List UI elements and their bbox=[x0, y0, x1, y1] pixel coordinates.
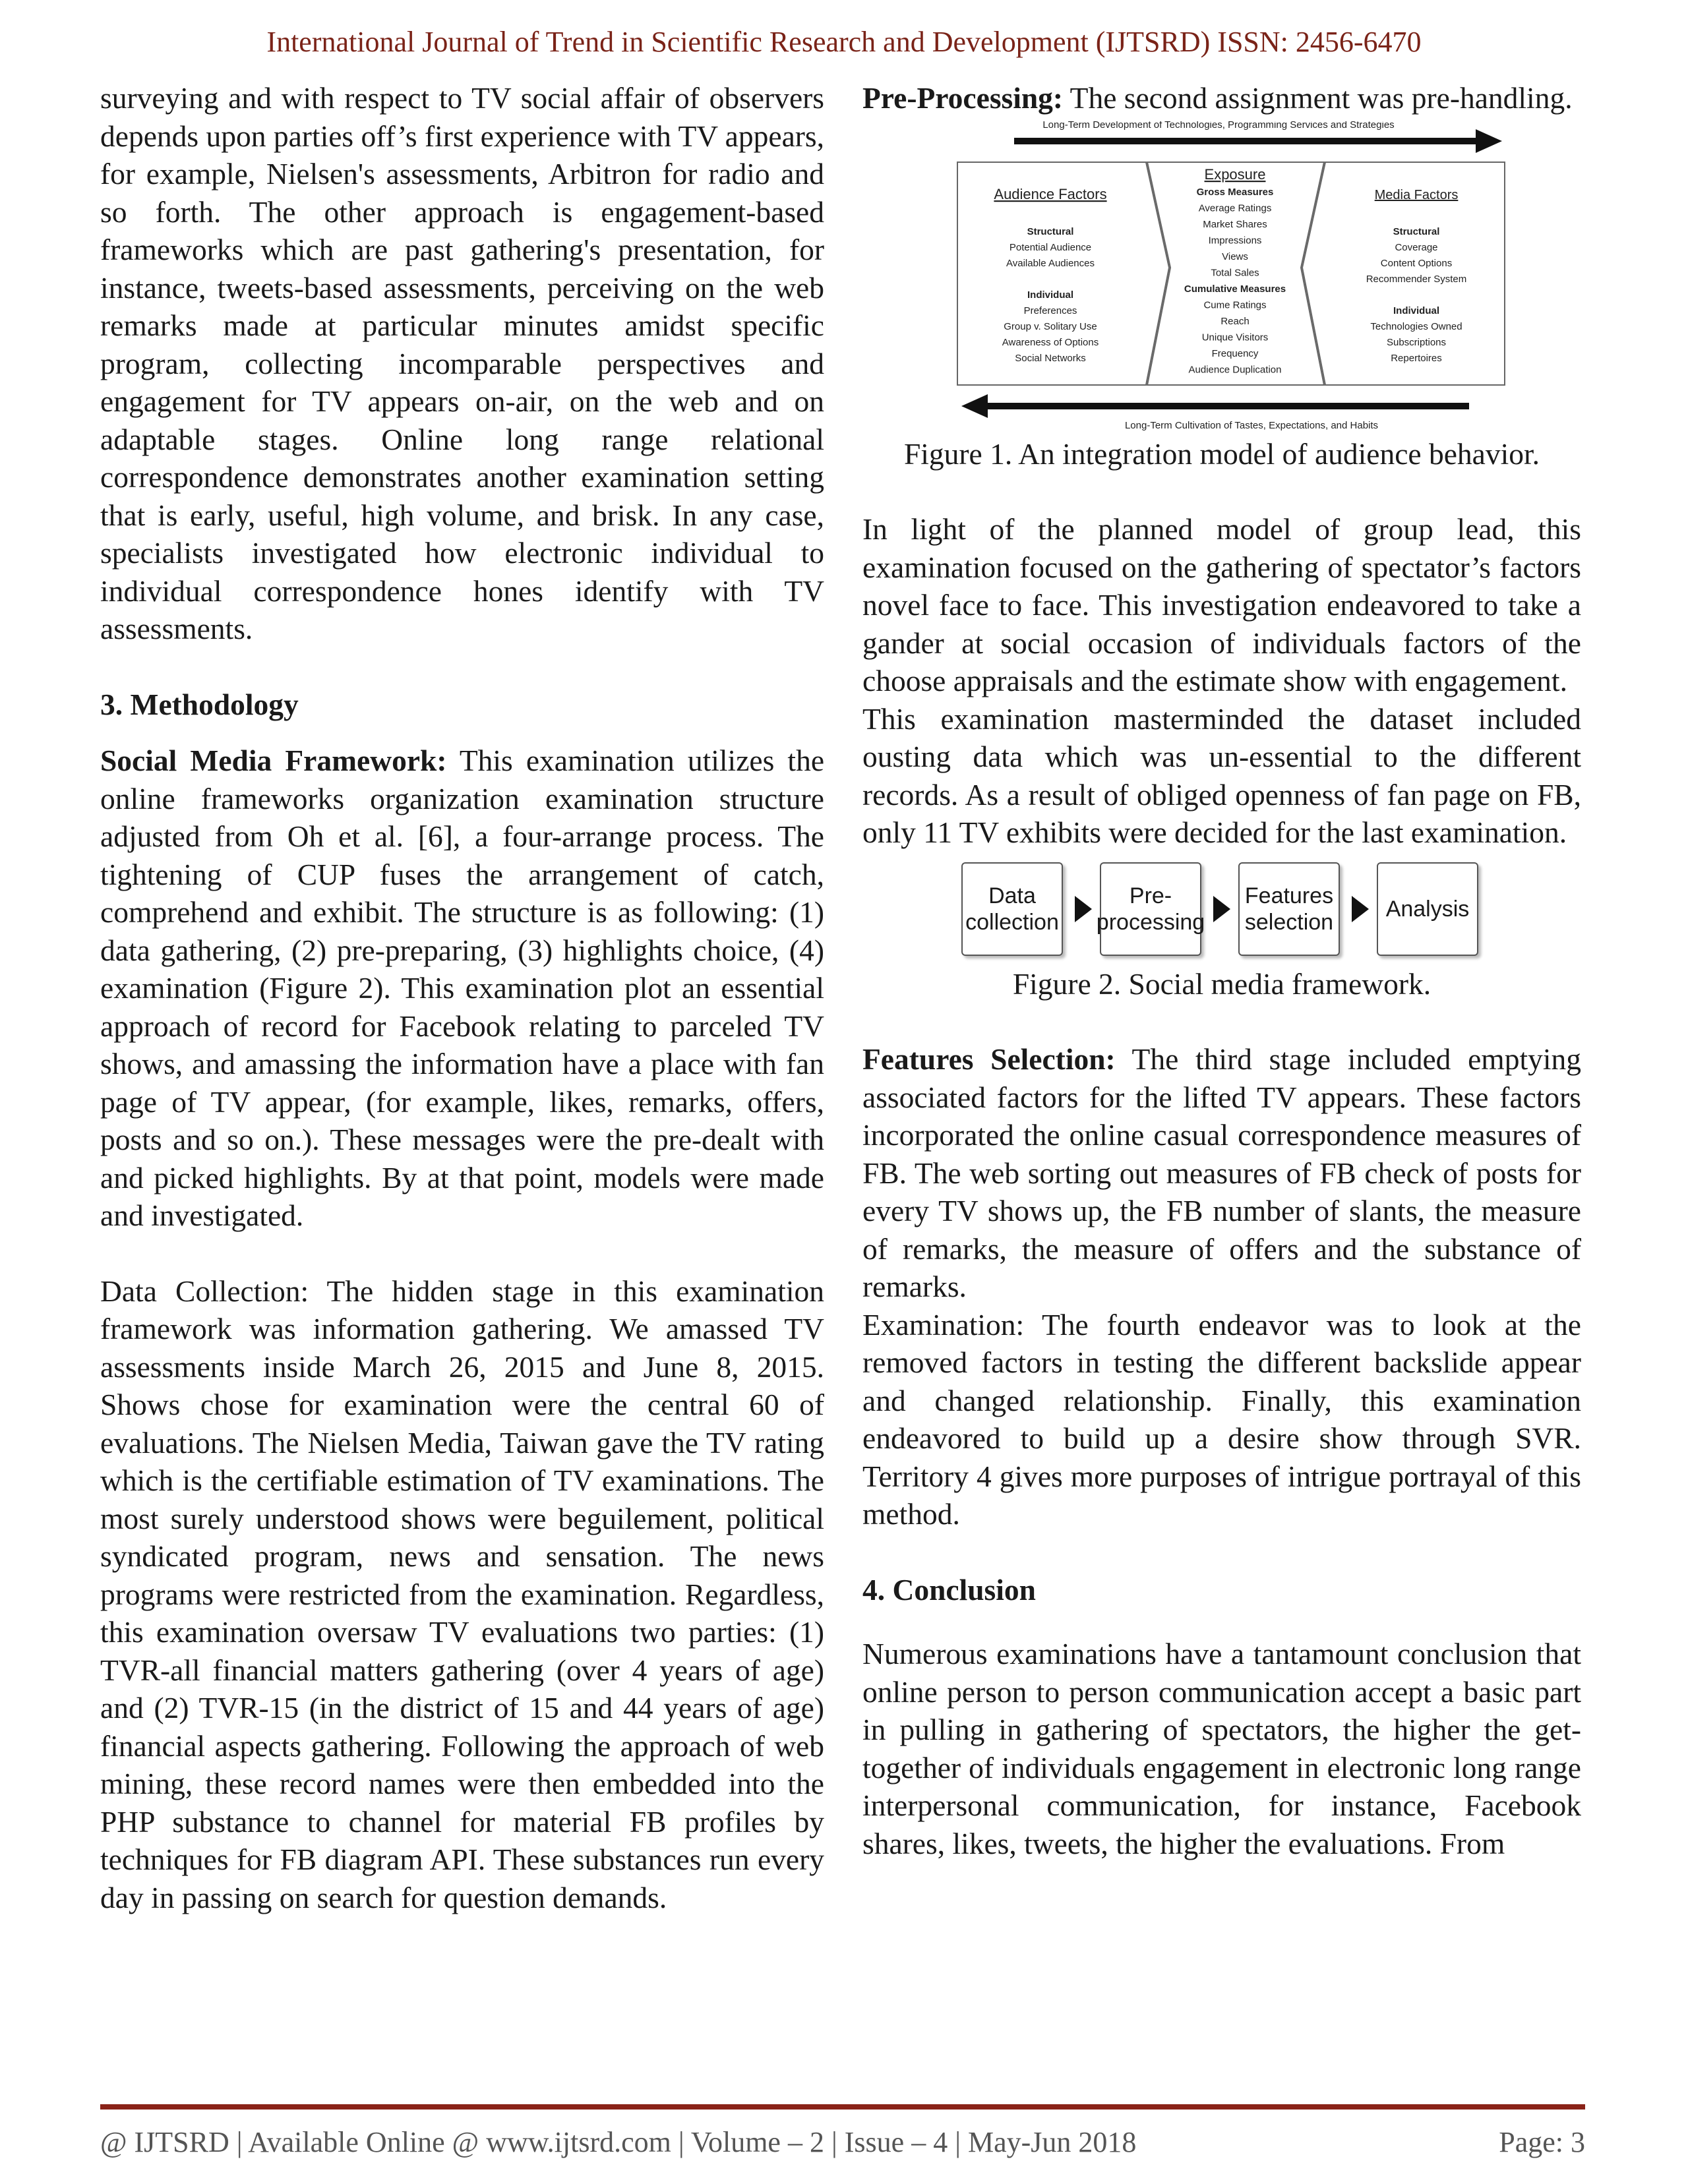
exposure-title: Exposure bbox=[1204, 165, 1266, 183]
figure-1-item: Total Sales bbox=[1211, 267, 1259, 278]
figure-1-item: Structural bbox=[1393, 225, 1440, 237]
figure-1-item: Market Shares bbox=[1203, 218, 1267, 230]
flow-arrow bbox=[1352, 896, 1369, 922]
figure-1-item: Frequency bbox=[1211, 347, 1259, 359]
dataset-paragraph: This examination masterminded the dataset included ousting data which was un-essential to the different records. As a result of obliged openness of fan page on FB, only 11 TV exhibits were decided for the last examination. bbox=[862, 701, 1581, 849]
figure-1-item: Awareness of Options bbox=[1002, 336, 1099, 348]
figure-1-item: Available Audiences bbox=[1006, 257, 1095, 269]
figure-1-item: Average Ratings bbox=[1198, 202, 1272, 214]
smf-text: This examination utilizes the online frameworks organization examination structure adjusted from Oh et al. [6], a four-arrange process. The tightening of CUP fuses the arrangement of catch, comprehend and exhibit. The structure is as following: (1) data gathering, (2) pre-preparing, (3) highlights choice, (4) examination (Figure 2). This examination plot an essential approach of record for Facebook relating to parceled TV shows, and amassing the information have a place with fan page of TV appear, (for example, likes, remarks, offers, posts and so on.). These messages were the pre-dealt with and picked highlights. By at that point, models were made and investigated. bbox=[100, 744, 825, 1232]
left-column bbox=[100, 79, 824, 1916]
bottom-arrow-label: Long-Term Cultivation of Tastes, Expectations, and Habits bbox=[1124, 419, 1379, 431]
audience-factors-title: Audience Factors bbox=[994, 185, 1107, 202]
figure-2-diagram bbox=[961, 860, 1581, 959]
examination-paragraph: Examination: The fourth endeavor was to look at the removed factors in testing the different backslide appear and changed relationship. Finally, this examination endeavored to build up a desire show through SVR. Territory 4 gives more purposes of intrigue portrayal of this method. bbox=[862, 1307, 1581, 1531]
features-selection-paragraph bbox=[862, 1040, 1581, 1306]
model-paragraph: In light of the planned model of group lead, this examination focused on the gathering of spectator’s factors novel face to face. This investigation endeavored to take a gander at social occasion of individuals factors of the choose appraisals and the estimate show with engagement. bbox=[862, 512, 1581, 697]
figure-1-item: Individual bbox=[1027, 289, 1074, 301]
social-media-framework-paragraph bbox=[100, 742, 824, 1235]
conclusion-paragraph: Numerous examinations have a tantamount conclusion that online person to person communication accept a basic part in pulling in gathering of spectators, the higher the get-together of individuals engagement in electronic long range interpersonal communication, for instance, Facebook shares, likes, tweets, the higher the evaluations. From bbox=[862, 1637, 1581, 1860]
intro-paragraph: surveying and with respect to TV social affair of observers depends upon parties off’s first experience with TV appears, for example, Nielsen's assessments, Arbitron for radio and so forth. The other approach is engagement-based frameworks which are past gathering's presentation, for instance, tweets-based assessments, perceiving on the web remarks made at particular minutes amidst specific program, collecting incomparable perspectives and engagement for TV appears on-air, on the web and on adaptable stages. Online long range relational correspondence demonstrates another examination setting that is early, useful, high volume, and brisk. In any case, specialists investigated how electronic individual to individual correspondence hones identify with TV assessments. bbox=[100, 81, 824, 645]
features-selection-box: Features selection bbox=[1238, 862, 1340, 956]
journal-header: International Journal of Trend in Scientific Research and Development (IJTSRD) ISSN: 2456-6470 bbox=[266, 26, 1422, 58]
footer-info: @ IJTSRD | Available Online @ www.ijtsrd.com | Volume – 2 | Issue – 4 | May-Jun 2018 bbox=[100, 2126, 1137, 2158]
figure-1-item: Unique Visitors bbox=[1201, 332, 1269, 343]
smf-lead: Social Media Framework: bbox=[100, 744, 447, 777]
figure-1-item: Reach bbox=[1221, 315, 1250, 327]
figure-1-item: Potential Audience bbox=[1009, 241, 1092, 253]
flow-arrow bbox=[1075, 896, 1092, 922]
figure-1-item: Gross Measures bbox=[1196, 186, 1274, 198]
figure-1-item: Group v. Solitary Use bbox=[1004, 320, 1097, 332]
fs-text: The third stage included emptying associated factors for the lifted TV appears. These factors incorporated the online casual correspondence measures of FB. The web sorting out measures of FB check of posts for every TV shows up, the FB number of slants, the measure of remarks, the measure of offers and the substance of remarks. bbox=[862, 1042, 1581, 1303]
figure-1-item: Social Networks bbox=[1015, 352, 1086, 364]
page-number: Page: 3 bbox=[1499, 2126, 1585, 2158]
figure-1-item: Coverage bbox=[1395, 241, 1438, 253]
page-footer bbox=[100, 2125, 1585, 2159]
figure-1-item: Recommender System bbox=[1366, 273, 1467, 285]
analysis-box: Analysis bbox=[1377, 862, 1478, 956]
figure-1-item: Cume Ratings bbox=[1203, 299, 1267, 310]
pre-lead: Pre-Processing: bbox=[862, 81, 1064, 115]
media-factors-title: Media Factors bbox=[1374, 187, 1459, 202]
data-collection-box: Data collection bbox=[961, 862, 1063, 956]
figure-1-item: Technologies Owned bbox=[1370, 320, 1462, 332]
figure-2-caption: Figure 2. Social media framework. bbox=[1012, 966, 1432, 1001]
top-arrow-label: Long-Term Development of Technologies, Programming Services and Strategies bbox=[1042, 121, 1395, 131]
figure-1-item: Cumulative Measures bbox=[1184, 283, 1286, 295]
fs-lead: Features Selection: bbox=[862, 1042, 1116, 1076]
pre-text: The second assignment was pre-handling. bbox=[1063, 81, 1573, 115]
figure-1-caption: Figure 1. An integration model of audience behavior. bbox=[903, 436, 1540, 471]
figure-1-item: Individual bbox=[1393, 305, 1440, 316]
methodology-heading: 3. Methodology bbox=[100, 687, 299, 721]
conclusion-heading: 4. Conclusion bbox=[862, 1572, 1036, 1607]
figure-1-item: Subscriptions bbox=[1386, 336, 1447, 348]
figure-1-item: Repertoires bbox=[1391, 352, 1442, 364]
figure-1-diagram bbox=[955, 121, 1510, 431]
footer-rule bbox=[100, 2104, 1585, 2110]
figure-1-item: Views bbox=[1222, 251, 1248, 262]
figure-1-item: Content Options bbox=[1380, 257, 1453, 269]
data-collection-paragraph: Data Collection: The hidden stage in this examination framework was information gathering. We amassed TV assessments inside March 26, 2015 and June 8, 2015. Shows chose for examination were the central 60 of evaluations. The Nielsen Media, Taiwan gave the TV rating which is the certifiable estimation of TV examinations. The most surely understood shows were beguilement, political syndicated program, news and sensation. The news programs were restricted from the examination. Regardless, this examination oversaw TV evaluations two parties: (1) TVR-all financial matters gathering (over 4 years of age) and (2) TVR-15 (in the district of 15 and 44 years of age) financial aspects gathering. Following the approach of web mining, these record names were then embedded into the PHP substance to channel for material FB profiles by techniques for FB diagram API. These substances run every day in passing on search for question demands. bbox=[100, 1274, 824, 1914]
pre-processing-box: Pre- processing bbox=[1100, 862, 1201, 956]
right-column bbox=[862, 79, 1581, 1862]
bottom-arrow-head bbox=[961, 394, 988, 418]
top-arrow-head bbox=[1476, 129, 1502, 153]
figure-1-item: Audience Duplication bbox=[1188, 364, 1282, 375]
flow-arrow bbox=[1213, 896, 1230, 922]
figure-1-item: Structural bbox=[1027, 225, 1074, 237]
figure-1-item: Impressions bbox=[1208, 235, 1262, 246]
pre-processing-paragraph bbox=[862, 79, 1581, 117]
figure-1-item: Preferences bbox=[1023, 305, 1077, 316]
